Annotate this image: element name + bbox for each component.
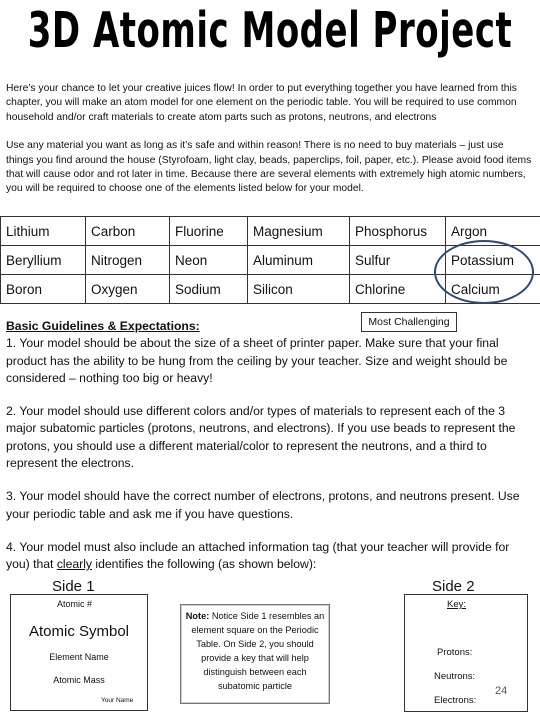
side-1-label: Side 1 [52,578,95,595]
element-cell: Boron [1,275,86,304]
element-cell: Carbon [86,217,170,246]
side-2-label: Side 2 [432,578,475,595]
atomic-mass-label: Atomic Mass [53,675,105,685]
atomic-symbol-label: Atomic Symbol [28,623,130,640]
intro-text [6,82,532,216]
element-cell: Argon [446,217,540,246]
guideline-4 [6,539,536,574]
title-text: 3D Atomic Model Project [27,2,513,61]
key-label: Key: [447,599,467,610]
element-cell: Lithium [1,217,86,246]
element-cell: Sulfur [350,246,446,275]
element-cell: Phosphorus [350,217,446,246]
element-cell: Beryllium [1,246,86,275]
electrons-label: Electrons: [434,695,477,706]
intro-paragraph-1: Here’s your chance to let your creative juices flow! In order to put everything together you have learned from this chapter, you will make an atom model for one element on the periodic table. You will be required to use common household and/or craft materials to create atom parts such as protons, neutrons, and electrons [6,83,517,123]
element-cell: Fluorine [170,217,248,246]
table-row [1,217,540,246]
guideline-1-text: 1. Your model should be about the size of a sheet of printer paper. Make sure that your final product has the ability to be hung from the ceiling by your teacher. Size and weight should be considered – nothing too big or heavy! [6,336,508,385]
guideline-4-clearly: clearly [56,557,93,572]
element-cell: Chlorine [350,275,446,304]
guideline-4-text-a: 4. Your model must also include an attached information tag (that your teacher will provide for you) that [6,539,510,572]
element-cell: Oxygen [86,275,170,304]
element-cell: Aluminum [248,246,350,275]
your-name-label: Your Name [101,697,134,704]
guideline-2: 2. Your model should use different colors and/or types of materials to represent each of the 3 major subatomic particles (protons, neutrons, and electrons). If you use beads to represent the protons, you should use a different material/color to represent the neutrons, and a third to represent the electrons. [6,404,516,471]
note-box [180,604,330,704]
page-title [0,0,540,62]
note-text: Notice Side 1 resembles an element square on the Periodic Table. On Side 2, you should provide a key that will help distinguish between each subatomic particle [191,611,325,691]
atomic-number-label: Atomic # [57,599,93,609]
most-challenging-callout: Most Challenging [361,312,457,332]
element-cell: Silicon [248,275,350,304]
element-cell: Calcium [446,275,540,304]
neutrons-label: Neutrons: [434,671,476,682]
element-cell: Sodium [170,275,248,304]
highlight-circle [434,240,534,304]
element-cell: Nitrogen [86,246,170,275]
element-cell: Neon [170,246,248,275]
guideline-1 [6,318,536,387]
guidelines-section [6,318,536,590]
intro-paragraph-2: Use any material you want as long as it’s safe and within reason! There is no need to buy materials – just use things you find around the house (Styrofoam, light clay, beads, paperclips, foil, paper, etc.). Please avoid food items that will cause odor and rot later in time. Because there are several elements with extremely high atomic numbers, you will be required to choose one of the elements listed below for your model. [6,140,532,195]
side-1-tag [10,594,148,711]
guidelines-heading: Basic Guidelines & Expectations: [6,319,200,333]
guideline-4-text-b: identifies the following (as shown below): [92,557,317,572]
guideline-3: 3. Your model should have the correct number of electrons, protons, and neutrons present. Use your periodic table and ask me if you have questions. [6,489,520,521]
side-2-tag [404,594,528,712]
element-name-label: Element Name [49,652,109,662]
page-number: 24 [495,685,508,697]
protons-label: Protons: [437,647,473,658]
note-bold: Note: [185,611,210,621]
element-cell: Potassium [446,246,540,275]
element-cell: Magnesium [248,217,350,246]
